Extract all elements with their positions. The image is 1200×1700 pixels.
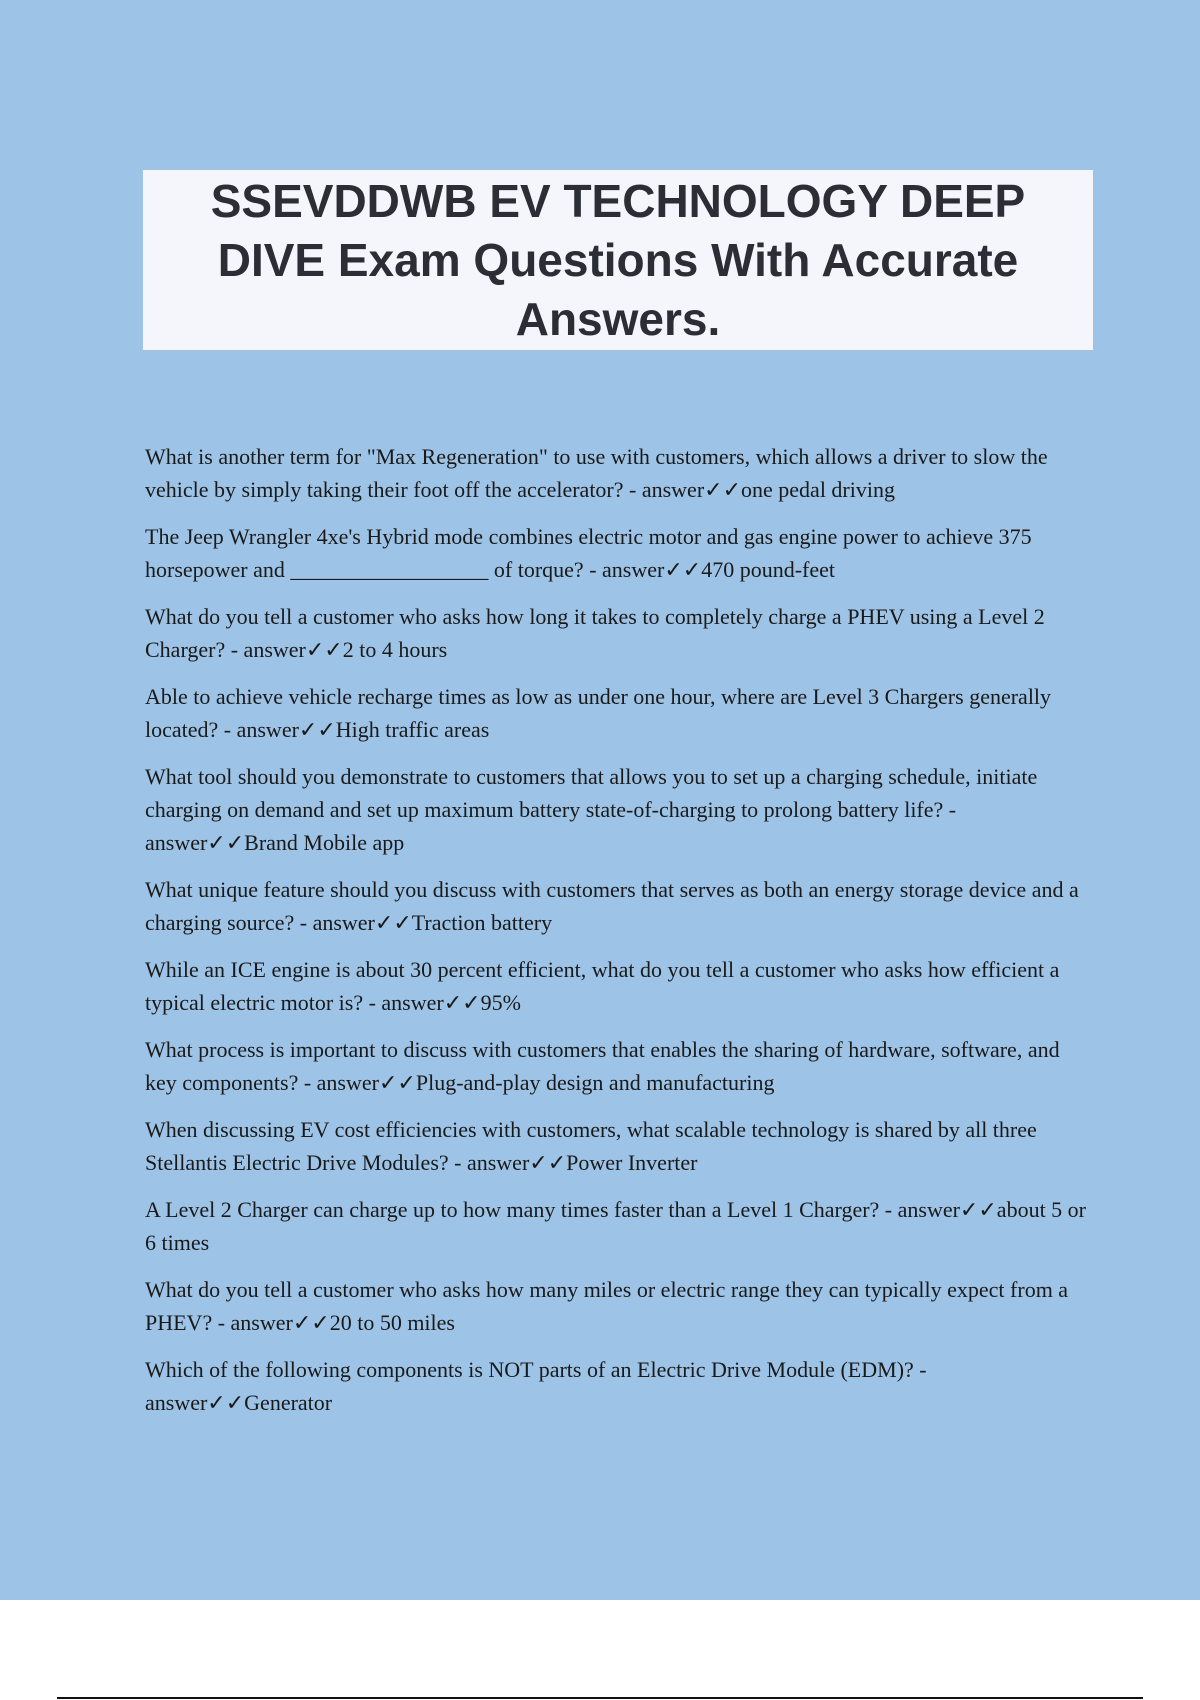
qa-item: What tool should you demonstrate to customers that allows you to set up a charging schedule, initiate charging on demand and set up maximum battery state-of-charging to prolong battery life? - answer✓✓Brand Mobile app bbox=[145, 764, 1038, 855]
question-answer-list bbox=[145, 440, 1090, 1433]
qa-item: What do you tell a customer who asks how long it takes to completely charge a PHEV using a Level 2 Charger? - answer✓✓2 to 4 hours bbox=[145, 604, 1045, 662]
title-box bbox=[143, 170, 1093, 350]
document-title: SSEVDDWB EV TECHNOLOGY DEEP DIVE Exam Questions With Accurate Answers. bbox=[210, 175, 1026, 345]
qa-item: What is another term for "Max Regeneration" to use with customers, which allows a driver to slow the vehicle by simply taking their foot off the accelerator? - answer✓✓one pedal driving bbox=[145, 444, 1048, 502]
qa-item: When discussing EV cost efficiencies with customers, what scalable technology is shared by all three Stellantis Electric Drive Modules? - answer✓✓Power Inverter bbox=[145, 1117, 1037, 1175]
qa-item: While an ICE engine is about 30 percent efficient, what do you tell a customer who asks how efficient a typical electric motor is? - answer✓✓95% bbox=[145, 957, 1060, 1015]
qa-item: A Level 2 Charger can charge up to how many times faster than a Level 1 Charger? - answer✓✓about 5 or 6 times bbox=[145, 1197, 1087, 1255]
qa-item: The Jeep Wrangler 4xe's Hybrid mode combines electric motor and gas engine power to achieve 375 horsepower and __________________ of torque? - answer✓✓470 pound-feet bbox=[145, 524, 1032, 582]
qa-item: Which of the following components is NOT parts of an Electric Drive Module (EDM)? - answer✓✓Generator bbox=[145, 1357, 927, 1415]
qa-item: Able to achieve vehicle recharge times as low as under one hour, where are Level 3 Chargers generally located? - answer✓✓High traffic areas bbox=[145, 684, 1052, 742]
qa-item: What do you tell a customer who asks how many miles or electric range they can typically expect from a PHEV? - answer✓✓20 to 50 miles bbox=[145, 1277, 1069, 1335]
qa-item: What unique feature should you discuss with customers that serves as both an energy storage device and a charging source? - answer✓✓Traction battery bbox=[145, 877, 1079, 935]
footer-divider bbox=[57, 1697, 1143, 1699]
qa-item: What process is important to discuss with customers that enables the sharing of hardware, software, and key components? - answer✓✓Plug-and-play design and manufacturing bbox=[145, 1037, 1060, 1095]
